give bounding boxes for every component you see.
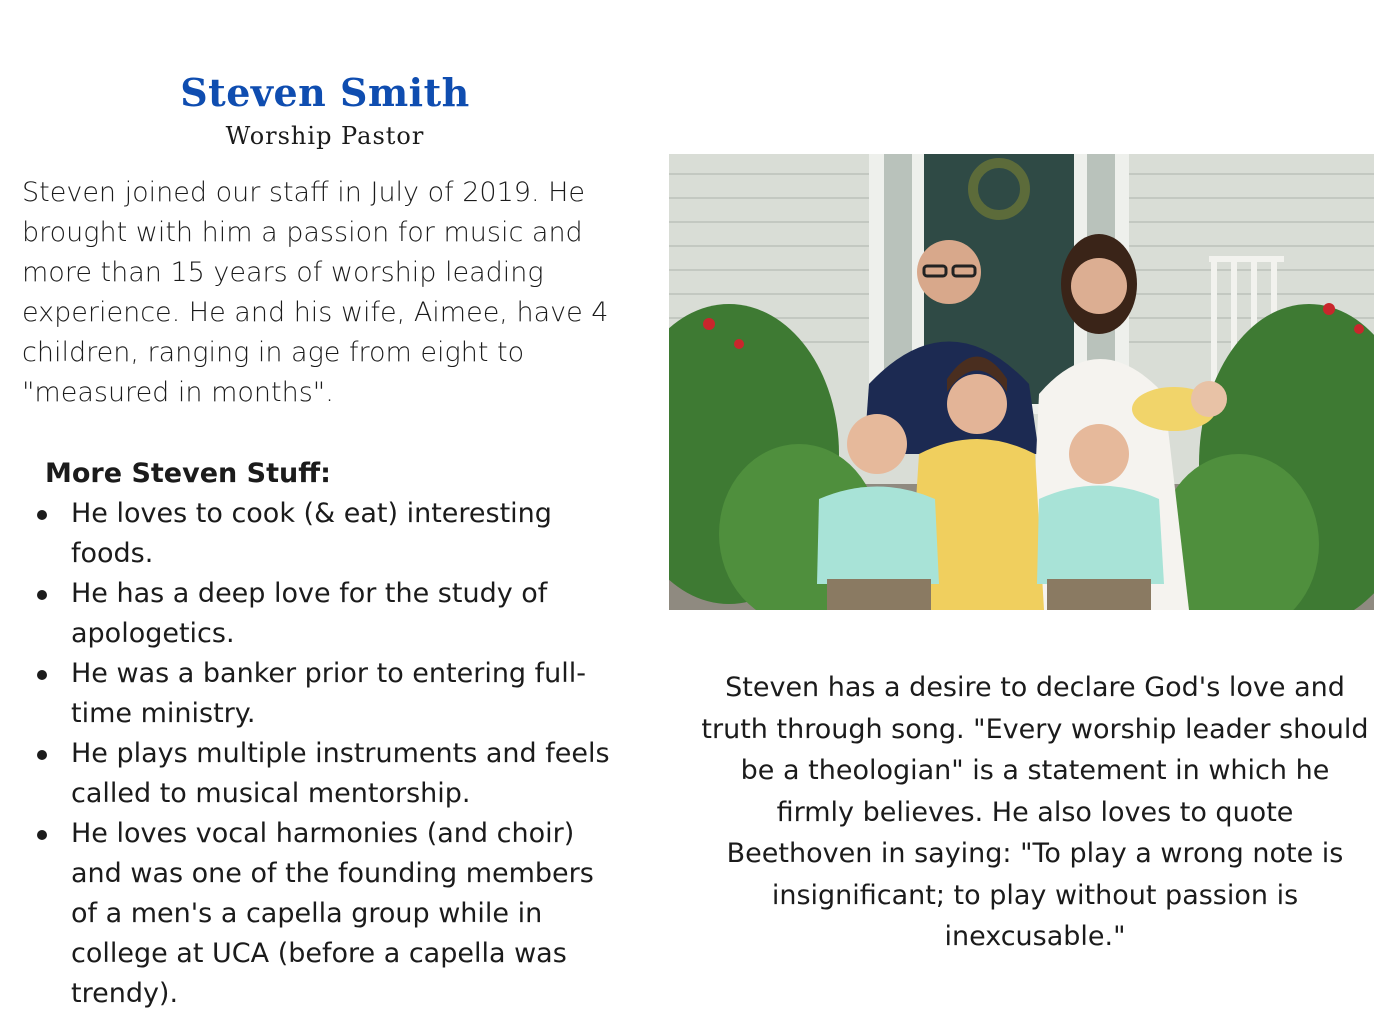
pastor-quote: Steven has a desire to declare God's love and truth through song. "Every worship leader should be a theologian" is a statement in which he firmly believes. He also loves to quote Beethoven in saying: "To play a wrong note is insignificant; to play without passion is inexcusable." [701, 672, 1369, 952]
fact-item: He loves vocal harmonies (and choir) and was one of the founding members of a men's a capella group while in college at UCA (before a capella was trendy). [35, 814, 625, 1014]
staff-bio: Steven joined our staff in July of 2019. He brought with him a passion for music and more than 15 years of worship leading experience. He and his wife, Aimee, have 4 children, ranging in age from eight to "measured in months". [22, 177, 609, 408]
facts-list [35, 494, 625, 1014]
fact-item: He loves to cook (& eat) interesting foods. [35, 494, 625, 574]
staff-role: Worship Pastor [225, 122, 425, 150]
fact-item: He plays multiple instruments and feels called to musical mentorship. [35, 734, 625, 814]
more-heading: More Steven Stuff: [45, 458, 331, 489]
fact-item: He was a banker prior to entering full-time ministry. [35, 654, 625, 734]
staff-name: Steven Smith [180, 70, 470, 115]
fact-item: He has a deep love for the study of apologetics. [35, 574, 625, 654]
family-photo [669, 154, 1374, 610]
